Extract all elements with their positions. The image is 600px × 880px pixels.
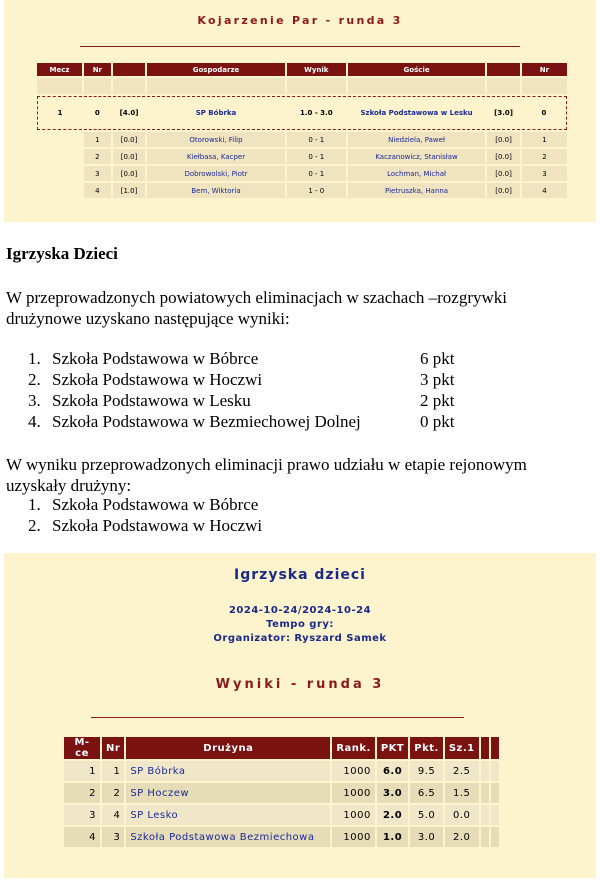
board-result: 0 - 1 [287, 149, 346, 164]
header-team: Drużyna [126, 737, 330, 759]
board-number: 3 [84, 166, 111, 181]
header-wynik: Wynik [287, 63, 346, 76]
article-heading: Igrzyska Dzieci [6, 244, 118, 263]
results-panel [4, 553, 596, 878]
list-item: 2. Szkoła Podstawowa w Hoczwi 3 pkt [28, 370, 455, 389]
qual-line-2: uzyskały drużyny: [6, 476, 132, 495]
header-empty [481, 737, 489, 759]
list-item: 1. Szkoła Podstawowa w Bóbrce 6 pkt [28, 349, 455, 368]
board-away-points: [0.0] [487, 183, 520, 198]
header-mecz: Mecz [37, 63, 82, 76]
board-away-player[interactable]: Pietruszka, Hanna [348, 183, 485, 198]
board-home-player[interactable]: Dobrowolski, Piotr [147, 166, 284, 181]
tournament-organizer: Organizator: Ryszard Samek [213, 633, 387, 644]
empty-row [37, 78, 567, 94]
tournament-dates: 2024-10-24/2024-10-24 [228, 605, 372, 616]
header-pts-away [487, 63, 520, 76]
home-team-link[interactable]: SP Bóbrka [147, 96, 284, 130]
header-sz1: Sz.1 [445, 737, 479, 759]
header-pkt: PKT [377, 737, 408, 759]
header-place: M-ce [64, 737, 100, 759]
list-item: 3. Szkoła Podstawowa w Lesku 2 pkt [28, 391, 455, 410]
intro-line-1: W przeprowadzonych powiatowych eliminacjach w szachach –rozgrywki [6, 288, 507, 307]
board-home-points: [1.0] [113, 183, 146, 198]
away-nr: 0 [522, 96, 567, 130]
board-home-points: [0.0] [113, 149, 146, 164]
board-away-nr: 2 [522, 149, 567, 164]
away-points: [3.0] [487, 96, 520, 130]
board-result: 1 - 0 [287, 183, 346, 198]
table-row: 2 2 SP Hoczew 1000 3.0 6.5 1.5 [64, 783, 499, 803]
board-away-player[interactable]: Kaczanowicz, Stanisław [348, 149, 485, 164]
table-row: 3 4 SP Lesko 1000 2.0 5.0 0.0 [64, 805, 499, 825]
match-number: 1 [37, 96, 82, 130]
board-row [37, 166, 567, 181]
divider [91, 717, 464, 718]
board-away-points: [0.0] [487, 166, 520, 181]
team-link[interactable]: SP Bóbrka [126, 761, 330, 781]
board-away-player[interactable]: Lochman, Michał [348, 166, 485, 181]
team-link[interactable]: SP Lesko [126, 805, 330, 825]
table-row: 1 1 SP Bóbrka 1000 6.0 9.5 2.5 [64, 761, 499, 781]
pairing-title: Kojarzenie Par - runda 3 [197, 14, 403, 27]
home-nr: 0 [84, 96, 111, 130]
results-header-row [64, 737, 499, 759]
board-number: 4 [84, 183, 111, 198]
board-row [37, 132, 567, 147]
header-empty [491, 737, 499, 759]
board-away-nr: 1 [522, 132, 567, 147]
header-gospodarze: Gospodarze [147, 63, 284, 76]
board-away-nr: 3 [522, 166, 567, 181]
divider [80, 46, 520, 47]
tournament-title: Igrzyska dzieci [234, 567, 366, 583]
intro-paragraph [6, 287, 586, 329]
header-nr: Nr [84, 63, 111, 76]
team-match-row [37, 96, 567, 130]
intro-line-2: drużynowe uzyskano następujące wyniki: [6, 309, 290, 328]
table-row: 4 3 Szkoła Podstawowa Bezmiechowa 1000 1.0 3.0 2.0 [64, 827, 499, 847]
qualified-list [28, 494, 420, 536]
list-item: 1. Szkoła Podstawowa w Bóbrce [28, 495, 259, 514]
board-row [37, 149, 567, 164]
standings-list [28, 348, 454, 432]
header-pkt2: Pkt. [410, 737, 443, 759]
header-goscie: Goście [348, 63, 485, 76]
board-number: 2 [84, 149, 111, 164]
board-home-points: [0.0] [113, 132, 146, 147]
header-rank: Rank. [332, 737, 375, 759]
home-points: [4.0] [113, 96, 146, 130]
board-home-player[interactable]: Kiełbasa, Kacper [147, 149, 284, 164]
board-result: 0 - 1 [287, 132, 346, 147]
list-item: 4. Szkoła Podstawowa w Bezmiechowej Dolnej 0 pkt [28, 412, 455, 431]
pairing-panel [4, 0, 596, 222]
board-home-player[interactable]: Bem, Wiktoria [147, 183, 284, 198]
team-link[interactable]: Szkoła Podstawowa Bezmiechowa [126, 827, 330, 847]
pairing-header-row [37, 63, 567, 76]
tournament-tempo: Tempo gry: [266, 619, 334, 630]
match-result: 1.0 - 3.0 [287, 96, 346, 130]
header-nr: Nr [102, 737, 124, 759]
header-nr-away: Nr [522, 63, 567, 76]
list-item: 2. Szkoła Podstawowa w Hoczwi [28, 516, 263, 535]
board-home-points: [0.0] [113, 166, 146, 181]
board-away-player[interactable]: Niedziela, Paweł [348, 132, 485, 147]
board-result: 0 - 1 [287, 166, 346, 181]
results-subtitle: Wyniki - runda 3 [215, 677, 385, 692]
board-away-points: [0.0] [487, 132, 520, 147]
pairing-table [35, 61, 569, 200]
away-team-link[interactable]: Szkoła Podstawowa w Lesku [348, 96, 485, 130]
qual-line-1: W wyniku przeprowadzonych eliminacji prawo udziału w etapie rejonowym [6, 455, 527, 474]
board-row [37, 183, 567, 198]
results-table [62, 735, 501, 849]
board-home-player[interactable]: Otorowski, Filip [147, 132, 284, 147]
board-away-nr: 4 [522, 183, 567, 198]
team-link[interactable]: SP Hoczew [126, 783, 330, 803]
qualification-paragraph [6, 454, 586, 496]
header-pts-home [113, 63, 146, 76]
board-number: 1 [84, 132, 111, 147]
board-away-points: [0.0] [487, 149, 520, 164]
